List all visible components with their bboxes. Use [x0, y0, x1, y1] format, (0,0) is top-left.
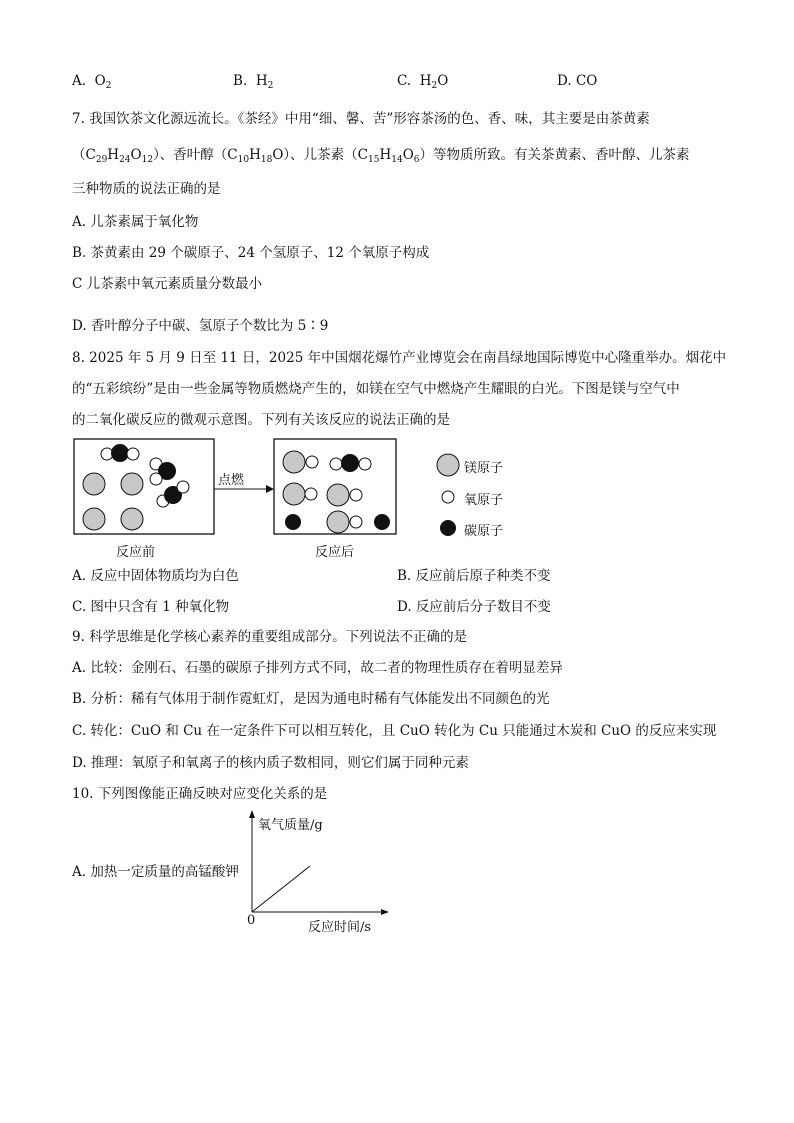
- formula: H: [419, 73, 432, 89]
- after-label: 反应后: [315, 545, 355, 560]
- formula-subscript: 24: [119, 155, 131, 165]
- option-letter: B.: [233, 73, 248, 89]
- arrow-head: [266, 485, 274, 493]
- magnesium-atom: [327, 484, 349, 506]
- y-axis-arrow: [249, 810, 255, 818]
- q9-option-a: A. 比较：金刚石、石墨的碳原子排列方式不同，故二者的物理性质存在着明显差异: [72, 660, 563, 676]
- option-letter: D.: [557, 73, 572, 89]
- oxygen-atom: [150, 473, 162, 485]
- q7-option-c: C 儿茶素中氧元素质量分数最小: [72, 276, 263, 292]
- option-letter: A.: [72, 73, 87, 89]
- x-axis-arrow: [381, 909, 389, 915]
- text: H: [107, 147, 120, 163]
- formula-subscript: 14: [391, 155, 403, 165]
- q7-stem-line1: 7. 我国饮茶文化源远流长。《茶经》中用“细、馨、苦”形容茶汤的色、香、味，其主要是由茶黄素: [72, 111, 650, 127]
- reaction-condition: 点燃: [218, 473, 245, 488]
- magnesium-atom: [83, 508, 105, 530]
- magnesium-atom: [283, 483, 305, 505]
- q8-option-d: D. 反应前后分子数目不变: [397, 599, 551, 615]
- q8-stem-line2: 的“五彩缤纷”是由一些金属等物质燃烧产生的，如镁在空气中燃烧产生耀眼的白光。下图是镁与空气中: [72, 381, 680, 397]
- oxygen-atom: [127, 448, 139, 460]
- before-label: 反应前: [116, 545, 156, 560]
- magnesium-atom: [83, 473, 105, 495]
- formula-subscript: 12: [141, 155, 154, 165]
- q9-option-d: D. 推理：氧原子和氧离子的核内质子数相同，则它们属于同种元素: [72, 755, 469, 771]
- formula-subscript: 2: [267, 81, 274, 91]
- magnesium-atom: [283, 451, 305, 473]
- text: H: [249, 147, 261, 163]
- reaction-diagram: [72, 437, 722, 562]
- text: O）、儿茶素（C: [272, 147, 368, 163]
- carbon-atom: [341, 454, 359, 472]
- q8-stem-line3: 的二氧化碳反应的微观示意图。下列有关该反应的说法正确的是: [72, 412, 450, 428]
- origin-label: 0: [247, 913, 256, 928]
- text: ）、香叶醇（C: [153, 147, 238, 163]
- formula-subscript: 2: [431, 81, 438, 91]
- magnesium-atom: [121, 473, 143, 495]
- oxygen-atom: [359, 458, 371, 470]
- text: H: [379, 147, 392, 163]
- x-axis-label: 反应时间/s: [308, 920, 372, 935]
- q8-stem-line1: 8. 2025 年 5 月 9 日至 11 日，2025 年中国烟花爆竹产业博览会在南昌绿地国际博览中心隆重举办。烟花中: [72, 350, 727, 366]
- q7-stem-line3: 三种物质的说法正确的是: [72, 181, 221, 197]
- q10-stem: 10. 下列图像能正确反映对应变化关系的是: [72, 786, 328, 802]
- formula-tail: O: [437, 73, 449, 89]
- q10-graph: [244, 810, 394, 935]
- text: （C: [72, 147, 96, 163]
- q8-option-c: C. 图中只含有 1 种氧化物: [72, 599, 230, 615]
- oxygen-atom: [305, 488, 317, 500]
- legend-oxygen-label: 氧原子: [464, 493, 504, 508]
- q6-option-c: [397, 72, 448, 90]
- oxygen-atom: [350, 516, 362, 528]
- q9-stem: 9. 科学思维是化学核心素养的重要组成部分。下列说法不正确的是: [72, 629, 468, 645]
- carbon-atom: [111, 444, 129, 462]
- q9-option-c: C. 转化：CuO 和 Cu 在一定条件下可以相互转化，且 CuO 转化为 Cu 只能通过木炭和 CuO 的反应来实现: [72, 723, 717, 739]
- q7-option-b: B. 茶黄素由 29 个碳原子、24 个氢原子、12 个氧原子构成: [72, 245, 430, 261]
- legend-carbon-label: 碳原子: [464, 524, 504, 539]
- magnesium-atom: [121, 508, 143, 530]
- q6-option-b: [233, 72, 273, 90]
- oxygen-atom: [306, 456, 318, 468]
- formula-subscript: 10: [237, 155, 250, 165]
- formula-subscript: 18: [260, 155, 273, 165]
- formula-subscript: 15: [368, 155, 380, 165]
- q8-option-a: A. 反应中固体物质均为白色: [72, 568, 239, 584]
- legend-carbon-swatch: [440, 520, 456, 536]
- q7-option-a: A. 儿茶素属于氧化物: [72, 214, 199, 230]
- formula: H: [255, 73, 268, 89]
- formula-subscript: 2: [105, 81, 112, 91]
- q7-stem-line2: [72, 146, 690, 164]
- legend-oxygen-swatch: [442, 491, 454, 503]
- reaction-svg: [72, 437, 722, 562]
- q8-option-b: B. 反应前后原子种类不变: [397, 568, 551, 584]
- oxygen-atom: [350, 489, 362, 501]
- q6-option-d: [557, 72, 597, 90]
- y-axis-label: 氧气质量/g: [258, 818, 323, 833]
- formula-subscript: 6: [413, 155, 420, 165]
- q7-option-d: D. 香叶醇分子中碳、氢原子个数比为 5∶9: [72, 318, 329, 334]
- oxygen-atom: [330, 458, 342, 470]
- option-letter: C.: [397, 73, 412, 89]
- formula: O: [94, 73, 106, 89]
- q9-option-b: B. 分析：稀有气体用于制作霓虹灯，是因为通电时稀有气体能发出不同颜色的光: [72, 691, 550, 707]
- legend-magnesium-swatch: [437, 454, 459, 476]
- formula: CO: [575, 73, 598, 89]
- oxygen-mass-line: [252, 866, 310, 912]
- formula-subscript: 29: [95, 155, 108, 165]
- q6-option-a: [72, 72, 111, 90]
- text: O: [130, 147, 142, 163]
- text: O: [402, 147, 414, 163]
- legend-magnesium-label: 镁原子: [464, 461, 504, 476]
- text: ）等物质所致。有关茶黄素、香叶醇、儿茶素: [419, 147, 690, 163]
- carbon-atom: [285, 514, 301, 530]
- oxygen-atom: [177, 481, 189, 493]
- magnesium-atom: [327, 511, 349, 533]
- carbon-atom: [374, 514, 390, 530]
- q10-option-a: A. 加热一定质量的高锰酸钾: [72, 864, 239, 880]
